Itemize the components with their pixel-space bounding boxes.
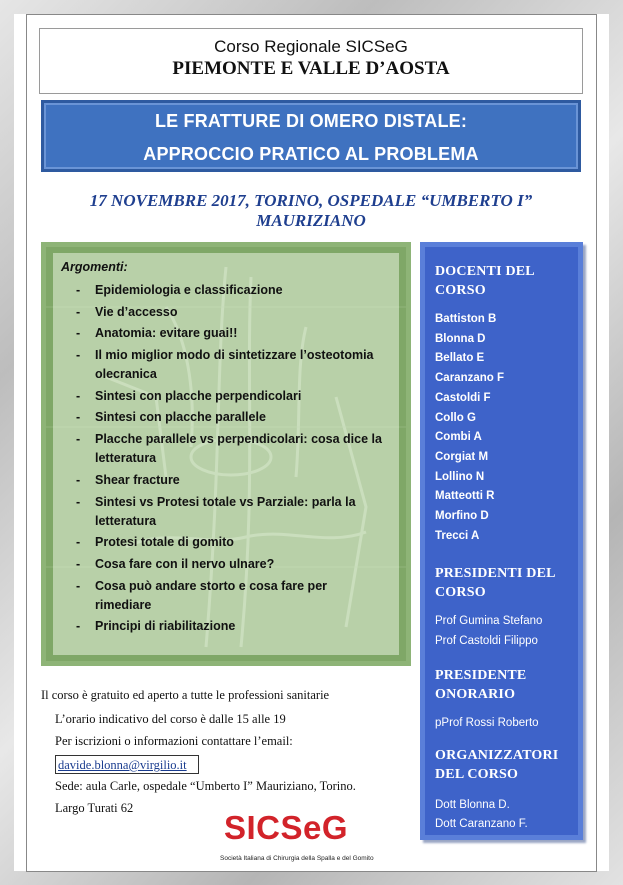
organizzatore-name: Dott Caranzano F. [435,818,528,831]
onorario-title-line-1: PRESIDENTE [435,667,527,683]
topic-item: - Vie d’accesso [66,303,386,322]
info-hours: L’orario indicativo del corso è dalle 15 alle 19 [55,712,286,726]
topic-item: - Il mio miglior modo di sintetizzare l’osteotomia olecranica [66,346,386,384]
docente-name: Lollino N [435,470,485,483]
sicseg-logo-subtitle: Società Italiana di Chirurgia della Spalla e del Gomito [220,855,374,862]
date-place [40,191,582,231]
docente-name: Corgiat M [435,450,489,463]
docente-name: Matteotti R [435,490,495,503]
onorario-title-line-2: ONORARIO [435,686,516,702]
presidenti-title-line-1: PRESIDENTI DEL [435,566,556,582]
topic-item: - Sintesi vs Protesi totale vs Parziale: parla la letteratura [66,493,386,531]
topic-item: - Sintesi con placche parallele [66,408,386,427]
email-link[interactable]: davide.blonna@virgilio.it [55,755,199,774]
presidenti-title-line-2: CORSO [435,585,486,601]
topic-item: - Protesi totale di gomito [66,533,386,552]
date-place-line-1: 17 NOVEMBRE 2017, TORINO, OSPEDALE “UMBERTO I” [89,191,533,210]
docente-name: Trecci A [435,529,480,542]
docenti-title-line-1: DOCENTI DEL [435,264,535,279]
topics-heading: Argomenti: [61,260,128,274]
topic-item: - Sintesi con placche perpendicolari [66,387,386,406]
course-title-box [41,100,581,172]
topic-item: - Shear fracture [66,471,386,490]
docente-name: Combi A [435,431,482,444]
info-free: Il corso è gratuito ed aperto a tutte le professioni sanitarie [41,688,330,702]
organizzatori-title-line-1: ORGANIZZATORI [435,747,559,763]
onorario-name: pProf Rossi Roberto [435,716,539,729]
presidente-name: Prof Castoldi Filippo [435,635,538,648]
course-kind: Corso Regionale SICSeG [214,37,408,56]
docente-name: Battiston B [435,313,497,325]
topic-item: - Placche parallele vs perpendicolari: cosa dice la letteratura [66,430,386,468]
info-address: Largo Turati 62 [55,801,134,815]
docenti-title-line-2: CORSO [435,283,486,298]
docente-name: Castoldi F [435,391,491,404]
course-title-line-2: APPROCCIO PRATICO AL PROBLEMA [143,144,479,164]
organizzatore-name: Dott Blonna D. [435,798,510,811]
topic-item: - Anatomia: evitare guai!! [66,324,386,343]
docente-name: Caranzano F [435,372,505,385]
info-venue: Sede: aula Carle, ospedale “Umberto I” Mauriziano, Torino. [55,779,356,793]
topics-panel [41,242,411,666]
topics-list [66,281,386,639]
topic-item: - Principi di riabilitazione [66,617,386,636]
docente-name: Bellato E [435,352,485,365]
presidente-name: Prof Gumina Stefano [435,615,543,628]
organizzatori-title-line-2: DEL CORSO [435,766,519,782]
region-title: PIEMONTE E VALLE D’AOSTA [172,58,450,79]
docente-name: Morfino D [435,510,489,523]
date-place-line-2: MAURIZIANO [256,211,366,230]
course-title-line-1: LE FRATTURE DI OMERO DISTALE: [154,111,468,131]
docente-name: Blonna D [435,332,486,345]
faculty-panel [420,242,583,840]
topic-item: - Epidemiologia e classificazione [66,281,386,300]
topic-item: - Cosa può andare storto e cosa fare per rimediare [66,577,386,615]
sicseg-logo: SICSeG [224,809,349,846]
header-box [39,28,583,94]
docente-name: Collo G [435,411,476,424]
topic-item: - Cosa fare con il nervo ulnare? [66,555,386,574]
info-contact: Per iscrizioni o informazioni contattare l’email: [55,734,293,748]
